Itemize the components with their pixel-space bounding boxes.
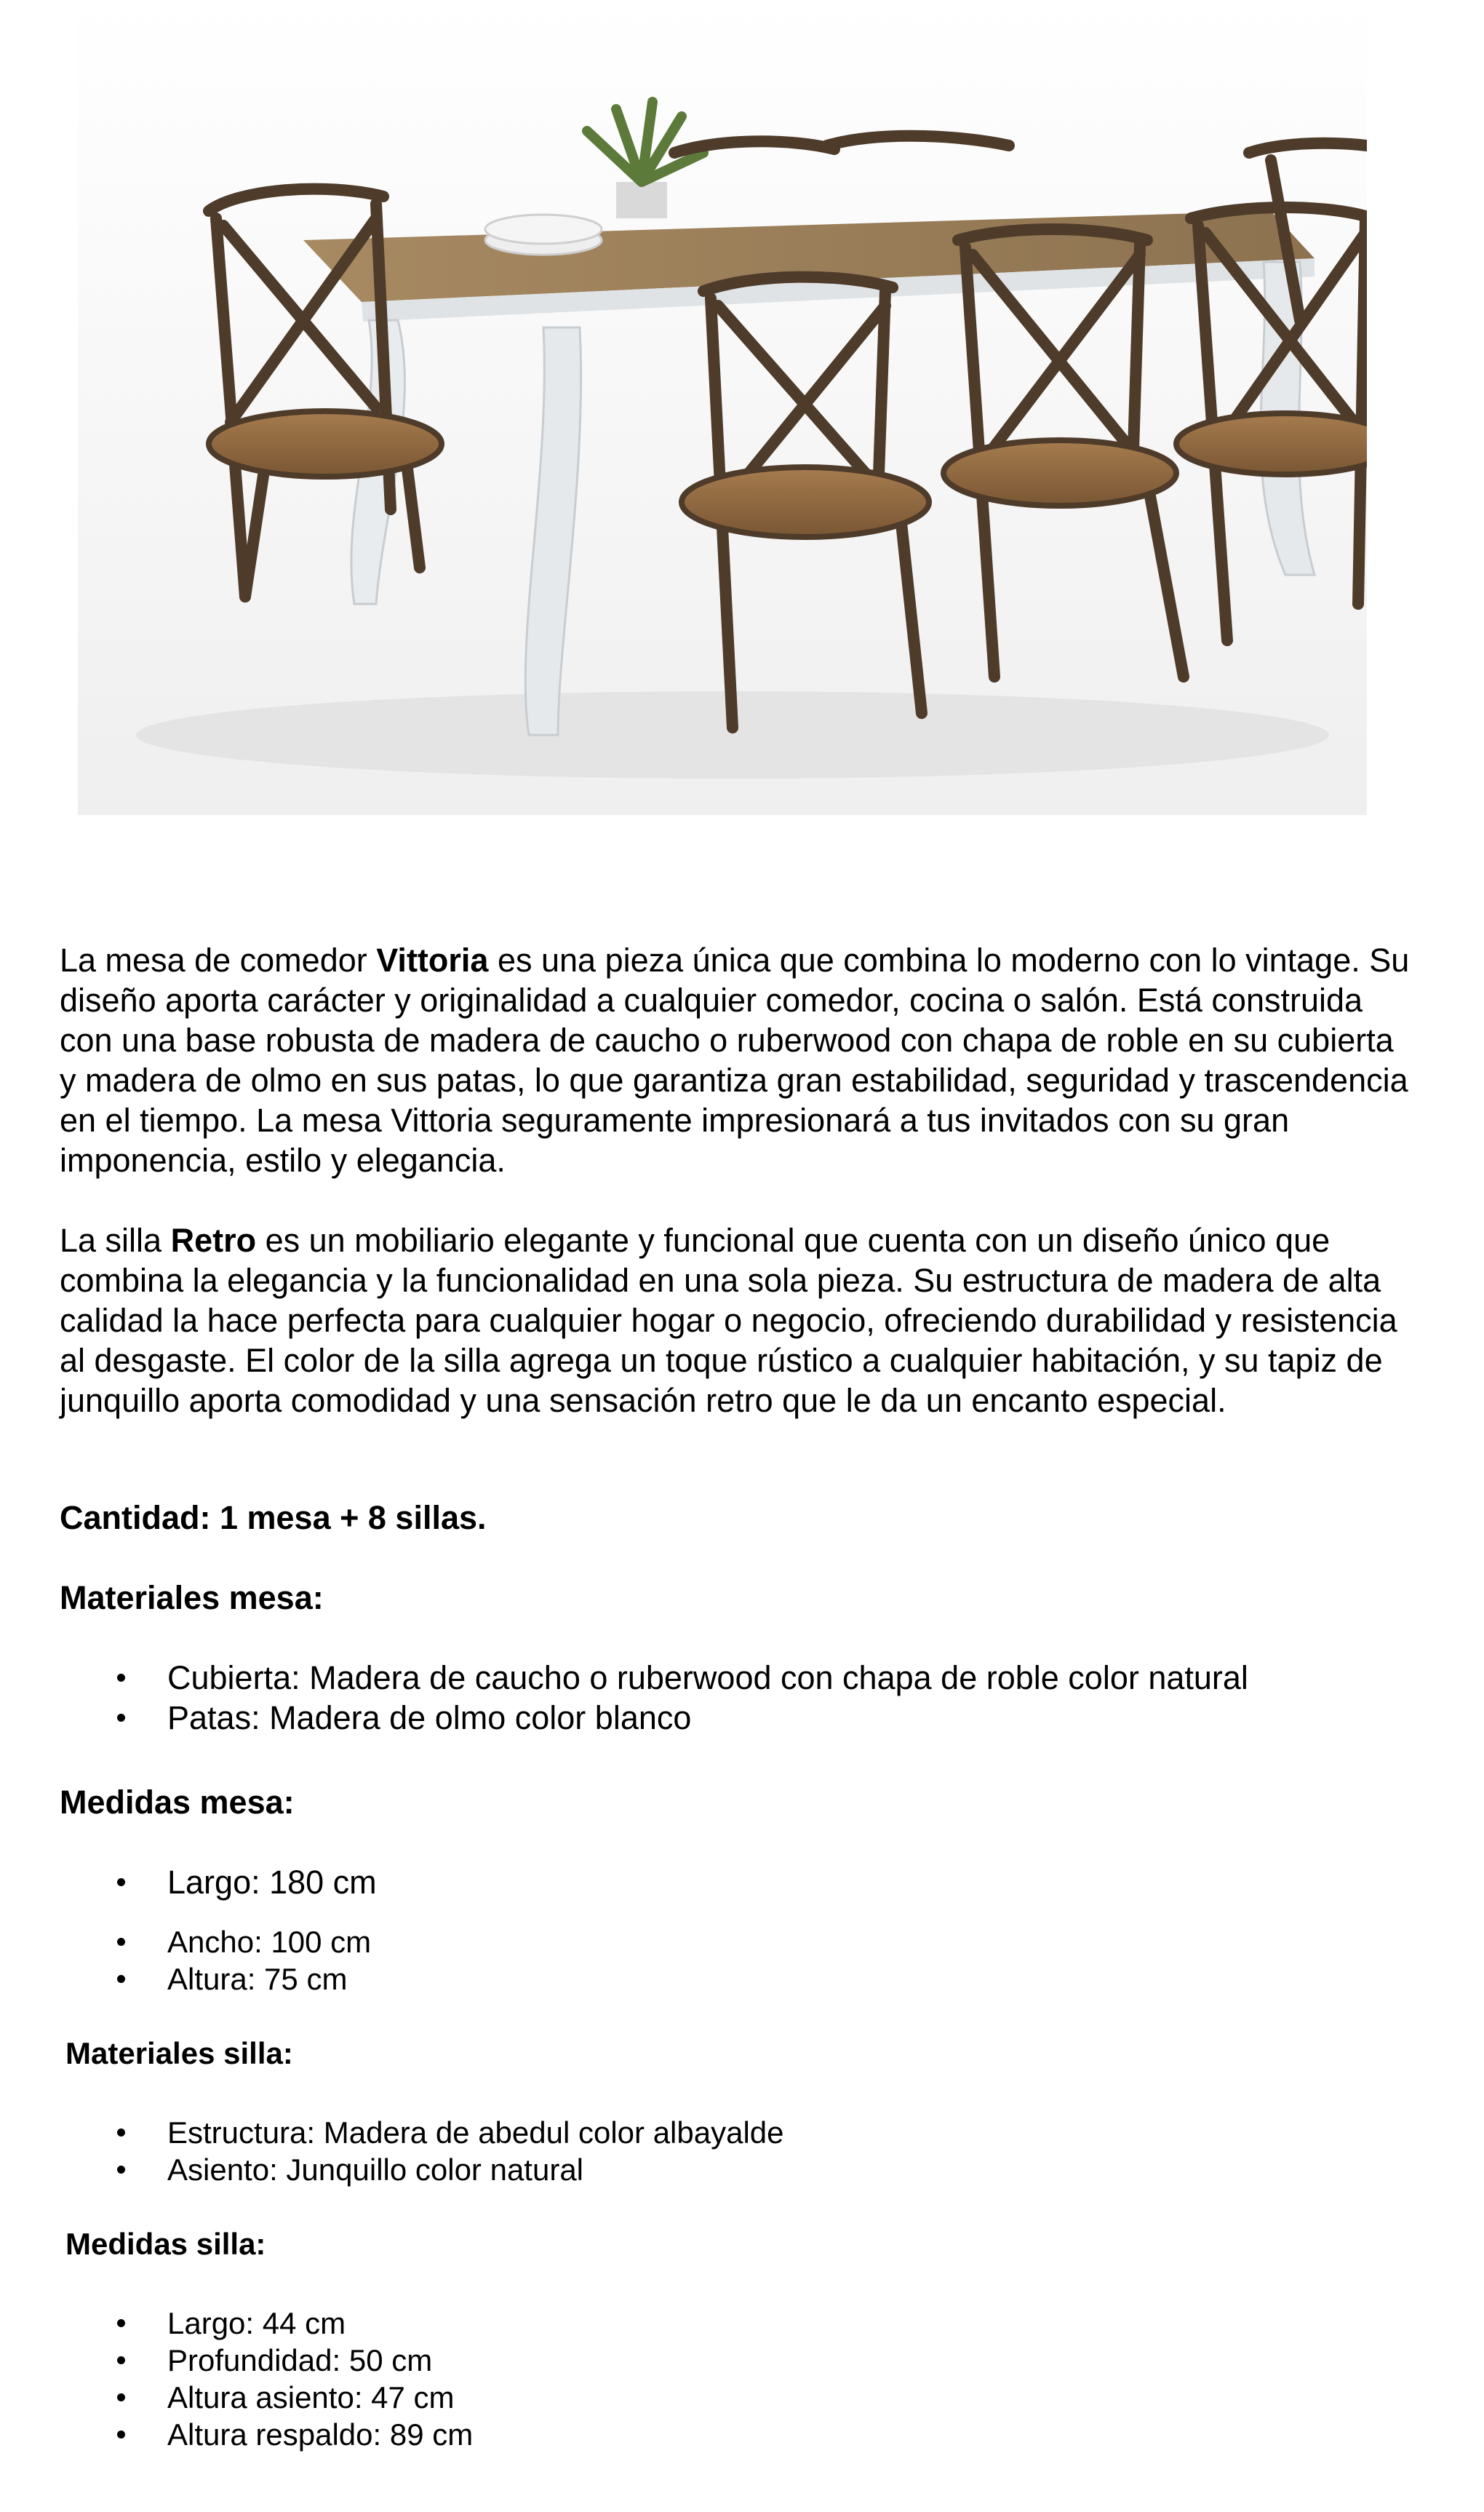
list-item: Altura respaldo: 89 cm xyxy=(0,2416,473,2453)
list-item: Largo: 180 cm xyxy=(0,1862,377,1902)
list-item: Asiento: Junquillo color natural xyxy=(0,2151,784,2188)
chair-description-rest: es un mobiliario elegante y funcional que cuenta con un diseño único que combina la elegancia y la funcionalidad en una sola pieza. Su estructura de madera de alta calidad la hace perfecta para cualquier hogar o negocio, ofreciendo durabilidad y resistencia al desgaste. El color de la silla agrega un toque rústico a cualquier habitación, y su tapiz de junquillo aporta comodidad y una sensación retro que le da un encanto especial. xyxy=(60,1222,1397,1419)
table-description-start: La mesa de comedor xyxy=(60,942,377,979)
chair-materials-list xyxy=(0,2114,784,2188)
product-photo xyxy=(78,0,1367,815)
chair-dimensions-list xyxy=(0,2305,473,2453)
list-item: Altura asiento: 47 cm xyxy=(0,2379,473,2416)
list-item: Ancho: 100 cm xyxy=(0,1923,371,1960)
list-item: Cubierta: Madera de caucho o ruberwood con chapa de roble color natural xyxy=(0,1658,1248,1698)
chair-description-start: La silla xyxy=(60,1222,171,1259)
table-dimensions-heading: Medidas mesa: xyxy=(60,1784,295,1821)
table-description-rest: es una pieza única que combina lo moderno con lo vintage. Su diseño aporta carácter y originalidad a cualquier comedor, cocina o salón. Está construida con una base robusta de madera de caucho o ruberwood con chapa de roble en su cubierta y madera de olmo en sus patas, lo que garantiza gran estabilidad, seguridad y trascendencia en el tiempo. La mesa Vittoria seguramente impresionará a tus invitados con su gran imponencia, estilo y elegancia. xyxy=(60,942,1410,1179)
chair-dimensions-heading: Medidas silla: xyxy=(65,2227,266,2261)
chair-materials-heading: Materiales silla: xyxy=(65,2036,293,2070)
list-item: Estructura: Madera de abedul color albayalde xyxy=(0,2114,784,2151)
list-item: Largo: 44 cm xyxy=(0,2305,473,2342)
list-item: Profundidad: 50 cm xyxy=(0,2342,473,2379)
table-dimensions-list-cont xyxy=(0,1923,371,1998)
table-description xyxy=(60,940,1413,1180)
table-name: Vittoria xyxy=(376,942,489,979)
list-item: Patas: Madera de olmo color blanco xyxy=(0,1698,1248,1738)
chair-description xyxy=(60,1220,1413,1420)
table-dimensions-list xyxy=(0,1862,377,1902)
dining-set-icon xyxy=(78,0,1367,815)
list-item: Altura: 75 cm xyxy=(0,1960,371,1998)
table-materials-list xyxy=(0,1658,1248,1738)
table-materials-heading: Materiales mesa: xyxy=(60,1579,324,1616)
quantity-line: Cantidad: 1 mesa + 8 sillas. xyxy=(60,1499,487,1536)
chair-name: Retro xyxy=(170,1222,257,1259)
